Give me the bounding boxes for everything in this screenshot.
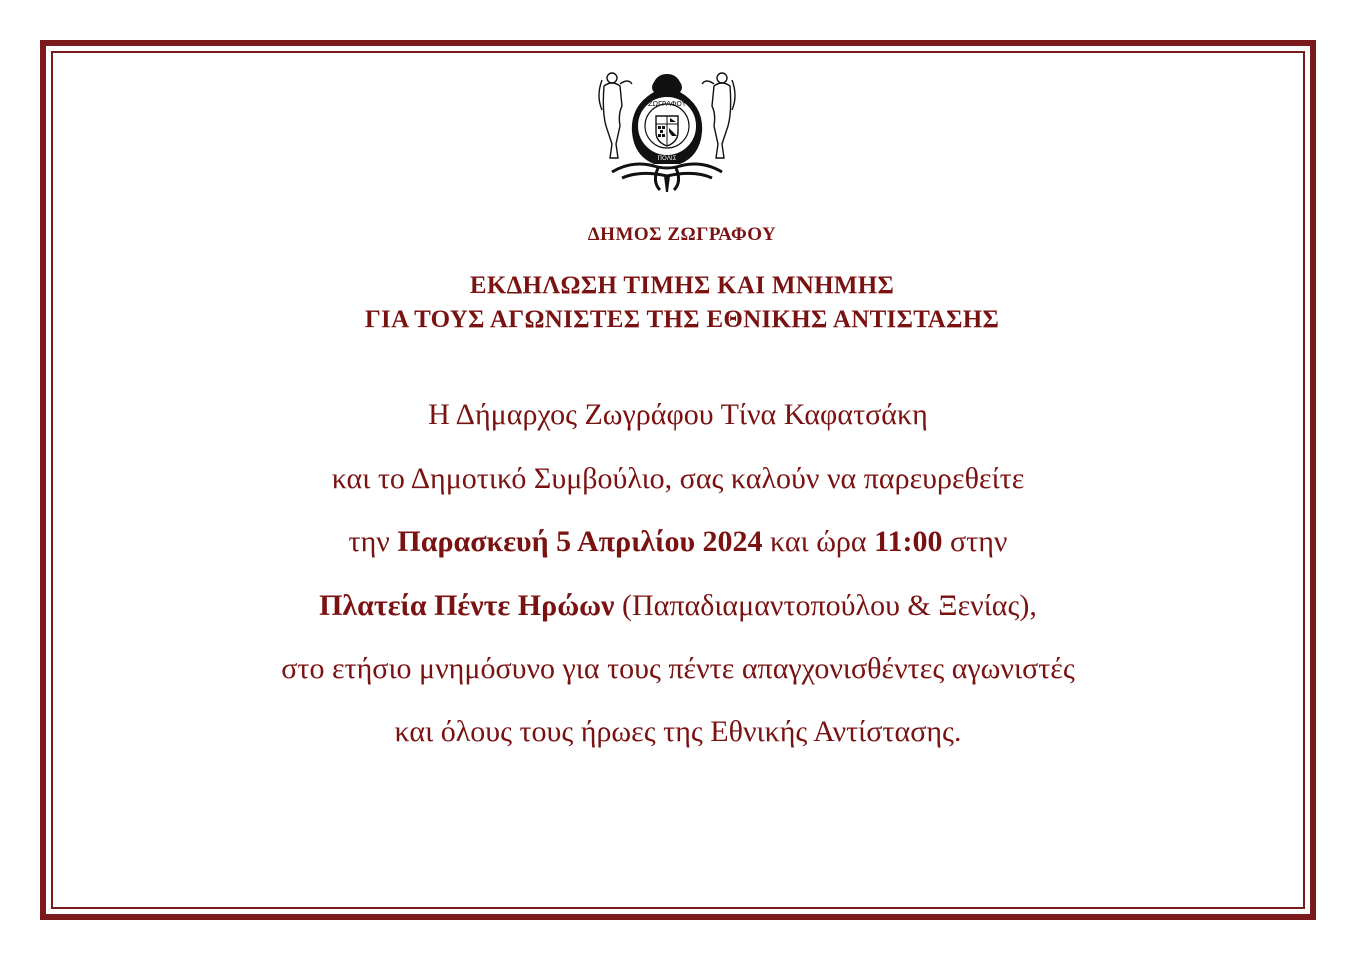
event-title-line-1: ΕΚΔΗΛΩΣΗ ΤΙΜΗΣ ΚΑΙ ΜΝΗΜΗΣ (469, 272, 895, 299)
event-address: (Παπαδιαμαντοπούλου & Ξενίας), (614, 589, 1037, 622)
invitation-line-mayor: Η Δήμαρχος Ζωγράφου Τίνα Καφατσάκη (428, 398, 928, 431)
emblem-top-text: ΖΩΓΡΑΦΟΥ (647, 100, 687, 108)
emblem-bottom-text: ΠΟΛΙΣ (657, 155, 677, 162)
event-title-line-2: ΓΙΑ ΤΟΥΣ ΑΓΩΝΙΣΤΕΣ ΤΗΣ ΕΘΝΙΚΗΣ ΑΝΤΙΣΤΑΣΗΣ (364, 306, 1000, 333)
datetime-middle: και ώρα (762, 525, 875, 558)
invitation-line-location (0, 589, 1356, 623)
datetime-suffix: στην (942, 525, 1008, 558)
event-time: 11:00 (874, 525, 943, 558)
event-date: Παρασκευή 5 Απριλίου 2024 (397, 525, 763, 558)
municipality-name: ΔΗΜΟΣ ΖΩΓΡΑΦΟΥ (587, 224, 777, 245)
invitation-line-datetime (0, 525, 1356, 559)
event-place: Πλατεία Πέντε Ηρώων (319, 589, 615, 622)
municipality-emblem-icon (592, 66, 742, 196)
datetime-prefix: την (348, 525, 398, 558)
invitation-line-memorial: στο ετήσιο μνημόσυνο για τους πέντε απαγχονισθέντες αγωνιστές (281, 652, 1075, 685)
invitation-line-council: και το Δημοτικό Συμβούλιο, σας καλούν να παρευρεθείτε (331, 462, 1025, 495)
invitation-line-heroes: και όλους τους ήρωες της Εθνικής Αντίστασης. (394, 715, 962, 748)
